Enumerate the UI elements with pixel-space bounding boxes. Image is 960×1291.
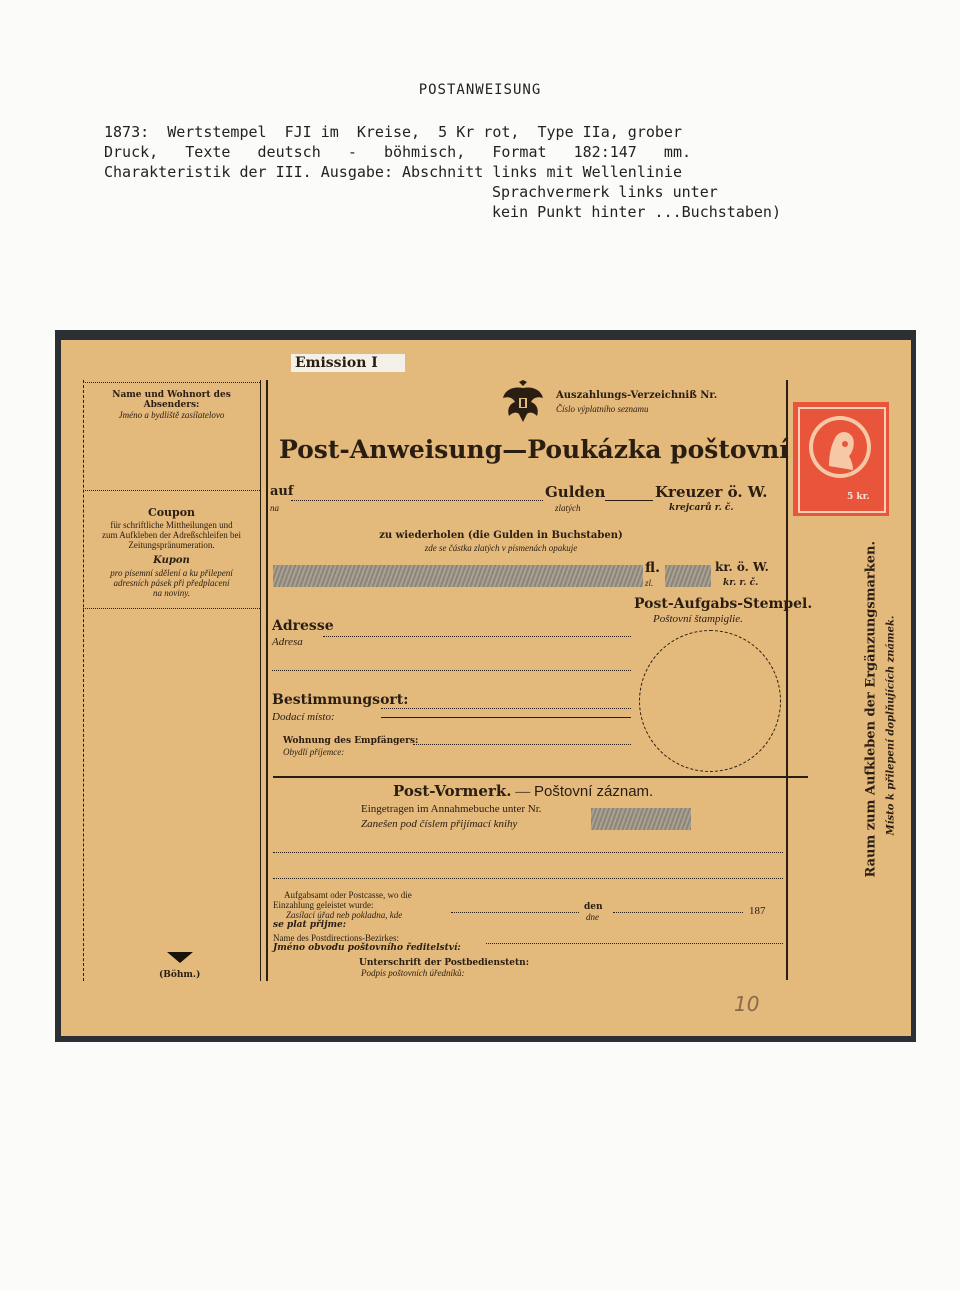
- dne-label: dne: [586, 912, 599, 922]
- repeat-instruction-de: zu wiederholen (die Gulden in Buchstaben): [379, 530, 623, 541]
- amount-label-auf: auf: [270, 484, 294, 499]
- coupon-divider-top: [83, 382, 260, 383]
- address-line-2: [272, 670, 631, 671]
- coupon-box-right: [260, 380, 261, 981]
- sender-label-de-1: Name und Wohnort des: [112, 390, 231, 400]
- language-note: (Böhm.): [159, 970, 201, 980]
- description-line-2: Druck, Texte deutsch - böhmisch, Format 182:147 mm.: [104, 143, 691, 161]
- hatched-amount-field-large: [273, 565, 643, 587]
- stamp-area-label-cz: Poštovní štampiglie.: [653, 613, 743, 625]
- office-label-de-1: Aufgabsamt oder Postcasse, wo die: [284, 890, 412, 900]
- postmark-circle: [639, 630, 781, 772]
- stamp-medallion: [809, 416, 871, 478]
- description-line-4: Sprachvermerk links unter: [492, 183, 718, 201]
- coupon-divider-low: [83, 608, 260, 609]
- zlatych-label: zlatých: [555, 503, 581, 513]
- krejcaru-label: krejcarů r. č.: [669, 503, 734, 513]
- main-title-dash: —: [502, 435, 528, 464]
- post-note-dash: —: [515, 784, 531, 800]
- adresse-label-de: Adresse: [272, 618, 334, 634]
- register-label-cz: Číslo výplatního seznamu: [556, 404, 649, 414]
- description-line-5: kein Punkt hinter ...Buchstaben): [492, 203, 781, 221]
- dwelling-line: [413, 744, 631, 745]
- pencil-number: 10: [734, 992, 760, 1016]
- year-label: 187: [749, 905, 766, 917]
- hatched-amount-field-small: [665, 565, 711, 587]
- amount-gulden-line: [291, 500, 543, 501]
- zl-label: zl.: [645, 578, 654, 588]
- dwelling-label-cz: Obydlí příjemce:: [283, 747, 345, 757]
- side-text-cz: Místo k přilepení doplňujících známek.: [885, 615, 897, 836]
- adresse-label-cz: Adresa: [272, 636, 303, 648]
- hatched-register-field: [591, 808, 691, 830]
- address-line-1: [323, 636, 631, 637]
- description-line-1: 1873: Wertstempel FJI im Kreise, 5 Kr rot, Type IIa, grober: [104, 123, 682, 141]
- sender-label-cz: Jméno a bydliště zasílatelovo: [118, 410, 225, 420]
- destination-line-1: [381, 708, 631, 709]
- note-line-2: [273, 878, 783, 879]
- side-text-de: Raum zum Aufkleben der Ergänzungsmarken.: [863, 541, 879, 878]
- office-label-cz-1: Zasílací úřad neb pokladna, kde: [286, 910, 403, 920]
- wavy-separator-line: [266, 380, 268, 981]
- post-note-de: Post-Vormerk.: [393, 782, 512, 800]
- repeat-instruction-cz: zde se částka zlatých v písmenách opakuje: [424, 543, 578, 553]
- stamp-area-label-de: Post-Aufgabs-Stempel.: [634, 596, 813, 612]
- section-divider: [273, 776, 808, 778]
- fl-label: fl.: [645, 560, 661, 576]
- stamp-value: 5 kr.: [847, 492, 870, 502]
- sender-label-de-2: Absenders:: [143, 400, 200, 410]
- entered-label-de: Eingetragen im Annahmebuche unter Nr.: [361, 803, 542, 815]
- main-title-de: Post-Anweisung: [279, 435, 503, 464]
- kupon-title: Kupon: [153, 555, 190, 566]
- coupon-box-left: [83, 380, 84, 981]
- main-title: [279, 435, 789, 464]
- kupon-text-cz-2: adresních pásek při předplacení: [113, 578, 230, 588]
- office-line: [451, 912, 579, 913]
- triangle-marker-icon: [167, 952, 193, 963]
- double-eagle-coat-of-arms-icon: [499, 378, 547, 426]
- register-label-de: Auszahlungs-Verzeichniß Nr.: [556, 390, 718, 401]
- signature-label-de: Unterschrift der Postbedienstetn:: [359, 958, 530, 968]
- den-label: den: [584, 902, 603, 912]
- page-title: POSTANWEISUNG: [418, 82, 542, 98]
- emperor-portrait-icon: [809, 416, 871, 478]
- imprinted-stamp: [793, 402, 889, 516]
- postal-money-order-card: [61, 340, 911, 1036]
- kupon-text-cz-3: na noviny.: [153, 588, 190, 598]
- district-label-cz: Jméno obvodu poštovního ředitelství:: [273, 943, 461, 953]
- stamp-column-divider: [786, 380, 788, 980]
- destination-line-2: [381, 717, 631, 718]
- destination-label-de: Bestimmungsort:: [272, 692, 409, 708]
- amount-kreuzer-line: [605, 500, 653, 501]
- kr-rc-label: kr. r. č.: [723, 578, 759, 588]
- office-label-de-2: Einzahlung geleistet wurde:: [273, 900, 374, 910]
- gulden-label: Gulden: [545, 483, 606, 501]
- district-line: [486, 943, 783, 944]
- office-label-cz-2: se plat přijme:: [273, 920, 347, 930]
- coupon-text-de-3: Zeitungspränumeration.: [128, 540, 215, 550]
- description-line-3: Charakteristik der III. Ausgabe: Abschnitt links mit Wellenlinie: [104, 163, 682, 181]
- kr-ow-label: kr. ö. W.: [715, 560, 769, 574]
- coupon-title: Coupon: [147, 506, 196, 519]
- signature-label-cz: Podpis poštovních úředníků:: [361, 968, 465, 978]
- note-line-1: [273, 852, 783, 853]
- amount-label-na: na: [270, 503, 279, 513]
- coupon-text-de-1: für schriftliche Mittheilungen und: [110, 520, 233, 530]
- destination-label-cz: Dodací místo:: [272, 711, 335, 723]
- post-note-cz: Poštovní záznam.: [534, 783, 654, 800]
- emission-label: Emission I: [291, 354, 405, 372]
- coupon-divider-mid: [83, 490, 260, 491]
- date-line: [613, 912, 743, 913]
- dwelling-label-de: Wohnung des Empfängers:: [283, 736, 419, 746]
- coupon-text-de-2: zum Aufkleben der Adreßschleifen bei: [102, 530, 241, 540]
- kupon-text-cz-1: pro písemní sdělení a ku přilepení: [110, 568, 233, 578]
- main-title-cz: Poukázka poštovní: [527, 435, 789, 464]
- post-note-title: [393, 782, 653, 801]
- entered-label-cz: Zanešen pod číslem přijímací knihy: [361, 818, 518, 830]
- district-label-de: Name des Postdirections-Bezirkes:: [273, 933, 399, 943]
- kreuzer-label: Kreuzer ö. W.: [655, 483, 768, 501]
